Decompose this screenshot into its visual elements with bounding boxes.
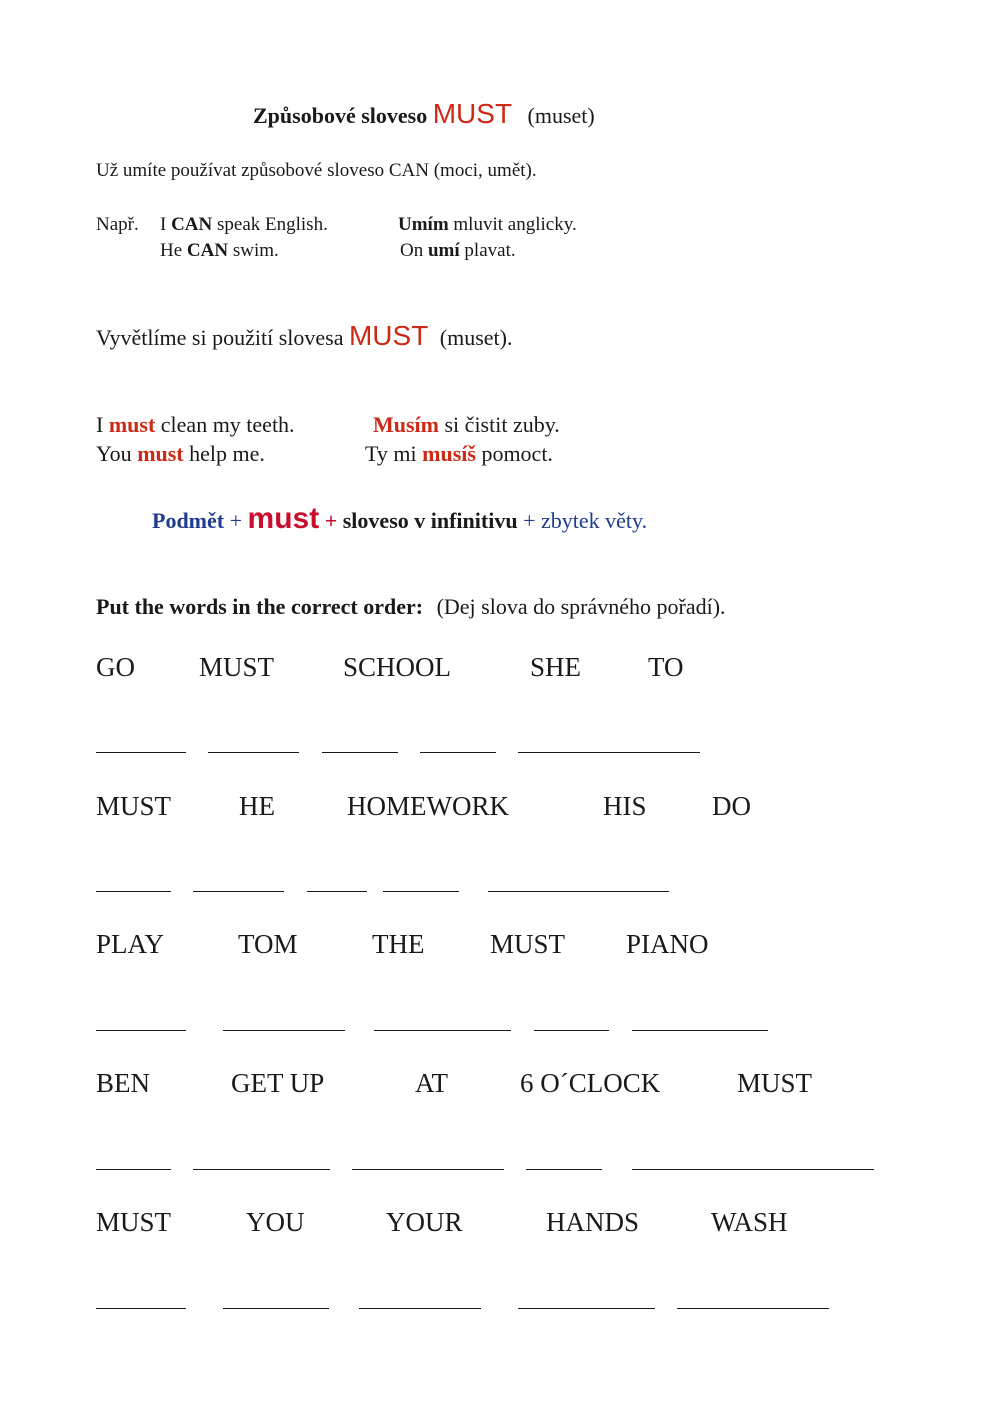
exercise-1-word: SHE xyxy=(530,652,582,682)
exercise-3-word: TOM xyxy=(238,929,298,959)
can-example-1-en-post: speak English. xyxy=(217,214,328,235)
must-example-1-cz-verb: Musím xyxy=(373,412,439,437)
instruction-bold: Put the words in the correct order: xyxy=(96,594,424,619)
exercise-2-word: MUST xyxy=(96,791,172,821)
exercise-3-word: MUST xyxy=(490,929,566,959)
answer-blank[interactable] xyxy=(193,1169,330,1170)
exercise-5-word: YOU xyxy=(246,1207,305,1237)
must-example-1-cz-post: si čistit zuby. xyxy=(444,412,560,437)
explain-verb: MUST xyxy=(348,320,429,351)
answer-blank[interactable] xyxy=(677,1308,829,1309)
formula-plus-1: + xyxy=(229,508,243,533)
answer-blank[interactable] xyxy=(307,891,367,892)
answer-blank[interactable] xyxy=(96,1030,186,1031)
must-example-2-cz xyxy=(365,441,553,467)
exercise-5-word: MUST xyxy=(96,1207,172,1237)
answer-blank[interactable] xyxy=(96,891,171,892)
exercise-5-word: HANDS xyxy=(546,1207,640,1237)
answer-blank[interactable] xyxy=(632,1030,768,1031)
can-example-1-cz xyxy=(398,214,577,236)
exercise-3-word: PLAY xyxy=(96,929,165,959)
can-example-1-cz-post: mluvit anglicky. xyxy=(453,214,577,235)
answer-blank[interactable] xyxy=(96,752,186,753)
can-example-1-en-pre: I xyxy=(160,214,167,235)
answer-blank[interactable] xyxy=(526,1169,602,1170)
answer-blank[interactable] xyxy=(223,1308,329,1309)
instruction-czech: (Dej slova do správného pořadí). xyxy=(436,594,726,619)
must-example-2-en-verb: must xyxy=(137,441,184,466)
must-example-2-en-pre: You xyxy=(96,441,132,466)
answer-blank[interactable] xyxy=(359,1308,481,1309)
exercise-2-word: HE xyxy=(239,791,275,821)
formula-plus-2: + xyxy=(324,508,338,533)
must-example-2-cz-verb: musíš xyxy=(422,441,476,466)
can-example-2-en-post: swim. xyxy=(232,240,279,261)
answer-blank[interactable] xyxy=(488,891,669,892)
answer-blank[interactable] xyxy=(322,752,398,753)
must-example-2-en-post: help me. xyxy=(189,441,265,466)
must-example-2-en xyxy=(96,441,265,467)
formula-plus-3: + xyxy=(523,508,536,533)
answer-blank[interactable] xyxy=(632,1169,874,1170)
exercise-instruction xyxy=(96,594,726,620)
exercise-4-word: GET UP xyxy=(231,1068,325,1098)
answer-blank[interactable] xyxy=(534,1030,609,1031)
exercise-2-word: HIS xyxy=(603,791,647,821)
must-example-2-cz-post: pomoct. xyxy=(481,441,553,466)
exercise-5-word: WASH xyxy=(711,1207,788,1237)
formula-verb: sloveso v infinitivu xyxy=(342,508,518,533)
can-example-2-cz-verb: umí xyxy=(427,240,460,261)
exercise-5-word: YOUR xyxy=(386,1207,463,1237)
answer-blank[interactable] xyxy=(223,1030,345,1031)
exercise-4-word: BEN xyxy=(96,1068,150,1098)
page-title xyxy=(253,98,595,130)
must-example-1-cz xyxy=(373,412,560,438)
formula-rest: zbytek věty. xyxy=(540,508,648,533)
can-example-1-en-verb: CAN xyxy=(171,214,213,235)
explain-meaning: (muset). xyxy=(439,325,513,350)
must-example-1-en-verb: must xyxy=(108,412,156,437)
answer-blank[interactable] xyxy=(352,1169,504,1170)
answer-blank[interactable] xyxy=(193,891,284,892)
formula-subject: Podmět xyxy=(152,508,225,533)
exercise-2-word: HOMEWORK xyxy=(347,791,509,821)
exercise-1-word: SCHOOL xyxy=(343,652,452,682)
answer-blank[interactable] xyxy=(518,752,700,753)
can-example-1-cz-verb: Umím xyxy=(398,214,449,235)
exercise-1-word: MUST xyxy=(199,652,275,682)
can-example-2-en-pre: He xyxy=(160,240,183,261)
exercise-2-word: DO xyxy=(712,791,751,821)
must-example-2-cz-pre: Ty mi xyxy=(365,441,417,466)
answer-blank[interactable] xyxy=(374,1030,511,1031)
title-verb: MUST xyxy=(432,98,513,129)
answer-blank[interactable] xyxy=(96,1169,171,1170)
can-example-2-cz-pre: On xyxy=(400,240,424,261)
title-prefix: Způsobové sloveso xyxy=(253,103,428,128)
must-example-1-en-pre: I xyxy=(96,412,104,437)
formula-must: must xyxy=(247,502,320,535)
explain-heading xyxy=(96,320,513,352)
can-example-2-en-verb: CAN xyxy=(186,240,229,261)
example-label: Např. xyxy=(96,214,139,235)
exercise-3-word: PIANO xyxy=(626,929,709,959)
answer-blank[interactable] xyxy=(208,752,299,753)
can-example-2-cz-post: plavat. xyxy=(464,240,516,261)
answer-blank[interactable] xyxy=(420,752,496,753)
must-example-1-en-post: clean my teeth. xyxy=(160,412,295,437)
exercise-1-word: TO xyxy=(648,652,684,682)
explain-prefix: Vyvětlíme si použití slovesa xyxy=(96,325,344,350)
exercise-4-word: 6 O´CLOCK xyxy=(520,1068,661,1098)
grammar-formula xyxy=(152,502,647,536)
must-example-1-en xyxy=(96,412,295,438)
exercise-3-word: THE xyxy=(372,929,425,959)
can-example-2-cz xyxy=(400,240,516,262)
answer-blank[interactable] xyxy=(96,1308,186,1309)
title-meaning: (muset) xyxy=(527,103,595,128)
can-example-1-en xyxy=(160,214,328,236)
exercise-1-word: GO xyxy=(96,652,135,682)
answer-blank[interactable] xyxy=(383,891,459,892)
exercise-4-word: MUST xyxy=(737,1068,813,1098)
answer-blank[interactable] xyxy=(518,1308,655,1309)
exercise-4-word: AT xyxy=(415,1068,448,1098)
can-example-2-en xyxy=(160,240,279,262)
intro-text: Už umíte používat způsobové sloveso CAN (moci, umět). xyxy=(96,160,537,181)
